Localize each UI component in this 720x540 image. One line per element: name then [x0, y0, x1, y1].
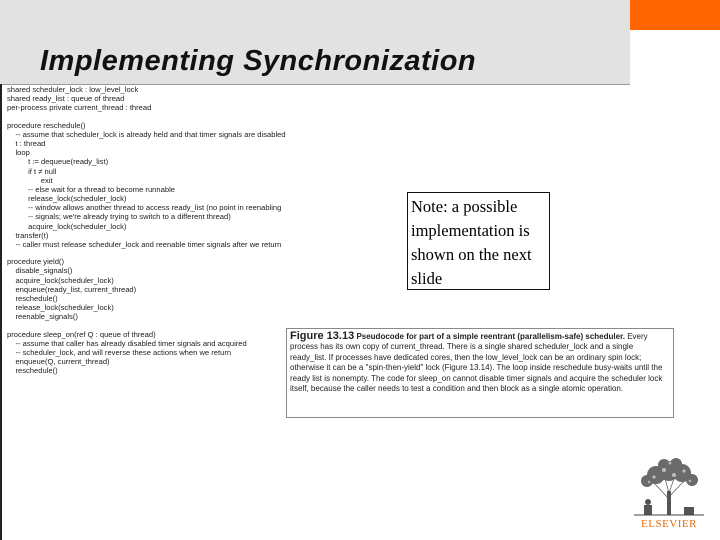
code-line: acquire_lock(scheduler_lock): [7, 275, 114, 285]
note-text: Note: a possible implementation is shown on the next slide: [411, 197, 532, 288]
slide-title: Implementing Synchronization: [40, 45, 477, 77]
accent-block: [630, 0, 720, 30]
elsevier-logo: [628, 455, 710, 535]
elsevier-tree-icon: [634, 455, 704, 517]
code-line: -- scheduler_lock, and will reverse these actions when we return: [7, 347, 232, 357]
code-line: per-process private current_thread : thread: [7, 103, 152, 113]
code-line: procedure reschedule(): [7, 120, 86, 130]
left-rule: [0, 84, 2, 540]
code-line: t : thread: [7, 138, 46, 148]
code-line: disable_signals(): [7, 266, 73, 276]
code-line: -- window allows another thread to access ready_list (no point in reenabling: [7, 203, 282, 213]
code-line: acquire_lock(scheduler_lock): [7, 221, 127, 231]
code-line: procedure sleep_on(ref Q : queue of thread): [7, 329, 156, 339]
code-line: shared ready_list : queue of thread: [7, 94, 125, 104]
code-line: reenable_signals(): [7, 312, 78, 322]
code-line: t := dequeue(ready_list): [7, 157, 109, 167]
elsevier-logo-text: ELSEVIER: [641, 518, 697, 530]
code-line: exit: [7, 175, 53, 185]
title-bar-right-strip: [630, 30, 720, 84]
code-line: enqueue(ready_list, current_thread): [7, 284, 137, 294]
code-line: -- else wait for a thread to become runnable: [7, 184, 175, 194]
code-line: reschedule(): [7, 366, 58, 376]
code-line: -- caller must release scheduler_lock and reenable timer signals after we return: [7, 240, 282, 249]
code-line: reschedule(): [7, 293, 58, 303]
figure-caption: [286, 328, 674, 418]
figure-heading: Pseudocode for part of a simple reentrant (parallelism-safe) scheduler.: [356, 332, 625, 341]
note-box: [407, 192, 550, 290]
figure-body: Every process has its own copy of current_thread. There is a single shared scheduler_lock and a single ready_list. If processes have dedicated cores, then the low_level_lock can be an ordinary spin lock; otherwise it can be a "spin-then-yield" lock (Figure 13.14). The loop inside reschedule busy-waits until the ready list is nonempty. The code for sleep_on cannot disable timer signals and acquire the scheduler lock itself, because the caller needs to test a condition and then block as a single atomic operation.: [290, 332, 663, 394]
code-line: -- assume that scheduler_lock is already held and that timer signals are disabled: [7, 129, 286, 139]
code-line: [7, 249, 377, 257]
figure-label: Figure 13.13: [290, 330, 355, 342]
code-line: release_lock(scheduler_lock): [7, 194, 127, 204]
code-line: loop: [7, 148, 30, 158]
code-line: [7, 113, 377, 121]
code-line: -- assume that caller has already disabled timer signals and acquired: [7, 338, 247, 348]
code-line: shared scheduler_lock : low_level_lock: [7, 85, 139, 94]
code-line: procedure yield(): [7, 257, 64, 267]
code-line: enqueue(Q, current_thread): [7, 357, 110, 367]
code-line: release_lock(scheduler_lock): [7, 303, 114, 313]
code-line: if t ≠ null: [7, 166, 57, 176]
code-line: -- signals; we're already trying to switch to a different thread): [7, 212, 231, 222]
code-line: transfer(t): [7, 230, 49, 240]
